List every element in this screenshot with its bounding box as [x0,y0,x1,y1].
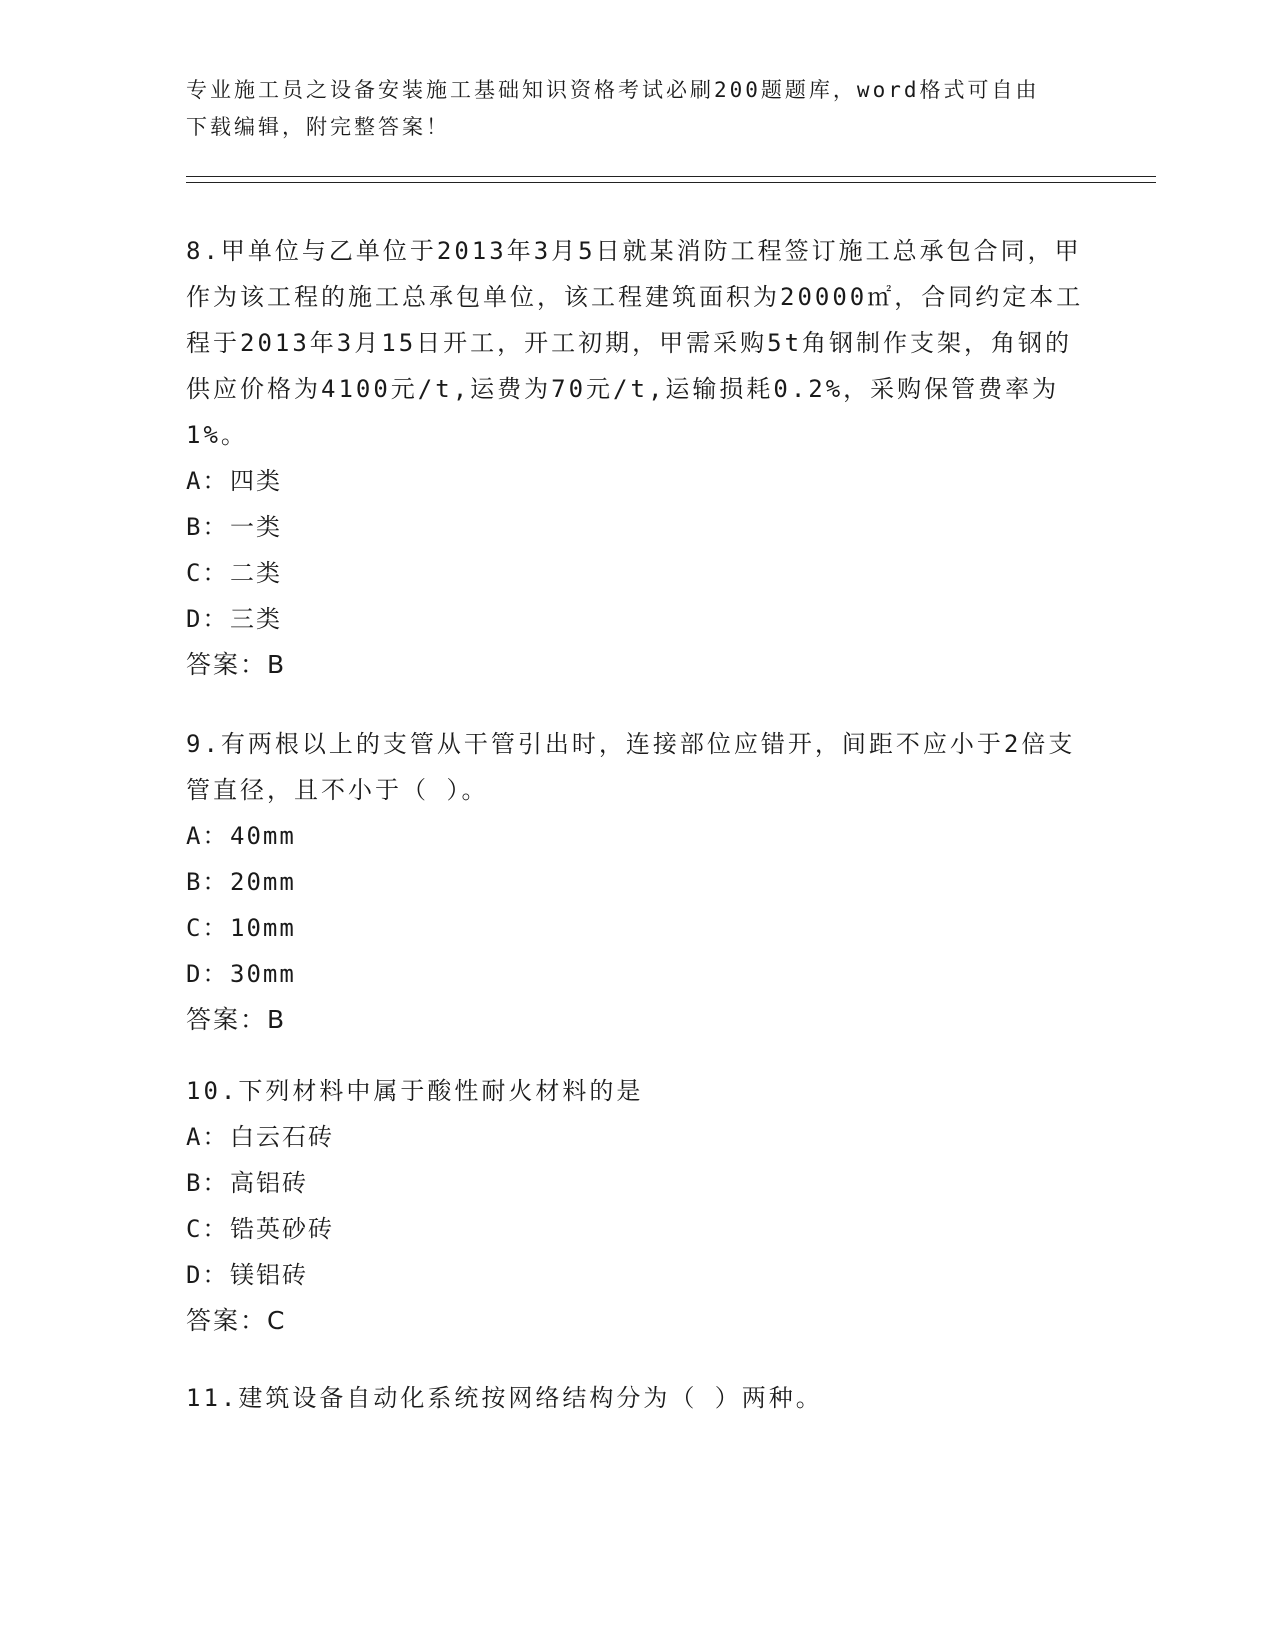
option-text: 锆英砂砖 [230,1215,334,1243]
option-d [186,1252,1086,1298]
option-text: 20mm [230,868,296,896]
option-text: 40mm [230,822,296,850]
question-10 [186,1068,1086,1344]
option-b [186,859,1086,905]
option-text: 四类 [230,467,282,495]
option-key: A： [186,822,229,850]
option-c [186,550,1086,596]
option-key: A： [186,467,229,495]
option-key: D： [186,1261,229,1289]
header-line-1: 专业施工员之设备安装施工基础知识资格考试必刷200题题库，word格式可自由 [186,78,1040,102]
header-divider [186,176,1156,183]
answer-line: 答案：B [186,1005,287,1034]
question-stem: 8.甲单位与乙单位于2013年3月5日就某消防工程签订施工总承包合同，甲作为该工程的施工总承包单位，该工程建筑面积为20000㎡，合同约定本工程于2013年3月15日开工，开工初期，甲需采购5t角钢制作支架，角钢的供应价格为4100元/t,运费为70元/t,运输损耗0.2%，采购保管费率为1%。 [186,237,1084,449]
answer-line: 答案：B [186,650,287,679]
question-9 [186,721,1086,1043]
question-stem: 9.有两根以上的支管从干管引出时，连接部位应错开，间距不应小于2倍支管直径，且不小于（ ）。 [186,730,1076,804]
option-key: A： [186,1123,229,1151]
option-d [186,596,1086,642]
question-8 [186,228,1086,688]
option-text: 高铝砖 [230,1169,308,1197]
option-b [186,1160,1086,1206]
option-key: C： [186,1215,229,1243]
option-d [186,951,1086,997]
document-header [186,72,1086,146]
question-stem: 10.下列材料中属于酸性耐火材料的是 [186,1077,644,1105]
option-key: D： [186,605,229,633]
option-b [186,504,1086,550]
option-text: 10mm [230,914,296,942]
option-key: D： [186,960,229,988]
question-11 [186,1375,1086,1421]
option-text: 30mm [230,960,296,988]
option-a [186,813,1086,859]
answer-line: 答案：C [186,1306,287,1335]
option-c [186,905,1086,951]
option-key: B： [186,513,229,541]
option-a [186,458,1086,504]
option-text: 二类 [230,559,282,587]
header-line-2: 下载编辑，附完整答案！ [186,115,450,139]
option-text: 白云石砖 [230,1123,334,1151]
option-text: 一类 [230,513,282,541]
option-text: 三类 [230,605,282,633]
option-a [186,1114,1086,1160]
option-key: B： [186,1169,229,1197]
option-c [186,1206,1086,1252]
option-key: B： [186,868,229,896]
option-key: C： [186,914,229,942]
option-text: 镁铝砖 [230,1261,308,1289]
option-key: C： [186,559,229,587]
question-stem: 11.建筑设备自动化系统按网络结构分为（ ）两种。 [186,1384,823,1412]
